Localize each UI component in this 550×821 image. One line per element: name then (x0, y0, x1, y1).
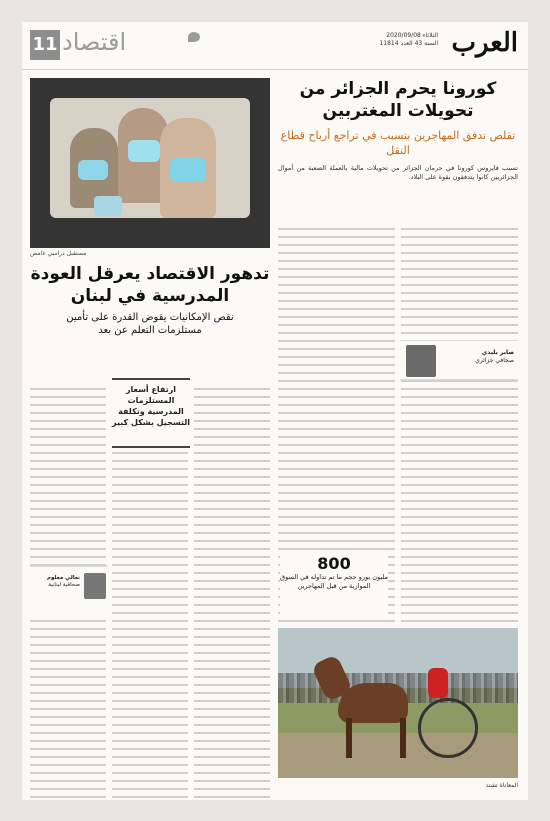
author-box (30, 566, 108, 616)
body-column (112, 388, 188, 800)
lebanon-body-columns (30, 388, 270, 800)
byline-box (400, 340, 518, 380)
algeria-headline: كورونا يحرم الجزائر من تحويلات المغتربين (299, 79, 497, 121)
stat-text: مليون يورو حجم ما تم تداوله في السوق الموازية من قبل المهاجرين (280, 573, 388, 590)
issue-number: السنة 43 العدد 11814 (379, 40, 438, 47)
section-title: اقتصاد (62, 28, 127, 56)
horse-race-photo (278, 628, 518, 778)
newspaper-page (22, 22, 528, 800)
body-column (401, 228, 518, 648)
body-column (194, 388, 270, 800)
students-in-car-photo (30, 78, 270, 248)
author-photo (406, 345, 436, 377)
quote-mark-icon (188, 32, 200, 42)
byline-role: صحافي جزائري (475, 357, 514, 364)
author-name: نعالي معلوم (46, 575, 80, 581)
byline-name: صابر بليدي (481, 349, 514, 356)
pull-quote: ارتفاع أسعار المستلزمات المدرسية وتكلفة التسجيل بشكل كبير (112, 378, 190, 448)
stat-box (280, 552, 388, 614)
page-number: 11 (30, 30, 60, 60)
body-column (30, 388, 106, 800)
lebanon-subhead-2: مستلزمات التعلم عن بعد (98, 325, 202, 336)
lebanon-headline: تدهور الاقتصاد يعرقل العودة المدرسية في لبنان (30, 264, 270, 306)
lebanon-subhead: نقص الإمكانيات يقوض القدرة على تأمين (66, 312, 234, 323)
author-role: صحافية لبنانية (48, 582, 80, 588)
algeria-lede: تسبب فايروس كورونا في حرمان الجزائر من تحويلات مالية بالعملة الصعبة من أموال الجزائريين كانوا يتدفقون بقوة على البلاد. (278, 164, 518, 181)
newspaper-logo: العرب (451, 28, 518, 58)
horse-photo-caption: المعاناة تشتد (485, 782, 518, 789)
photo-caption: مستقبل دراسي غامض (30, 250, 87, 257)
issue-date: الثلاثاء 2020/09/08 (386, 32, 438, 39)
author-photo (84, 573, 106, 599)
issue-info (379, 32, 438, 48)
algeria-subhead: تقلص تدفق المهاجرين بتسبب في تراجع أرباح قطاع النقل (280, 129, 516, 157)
algeria-story (278, 78, 518, 364)
lebanon-story (30, 78, 270, 588)
masthead (22, 22, 528, 70)
stat-number: 800 (317, 554, 351, 573)
